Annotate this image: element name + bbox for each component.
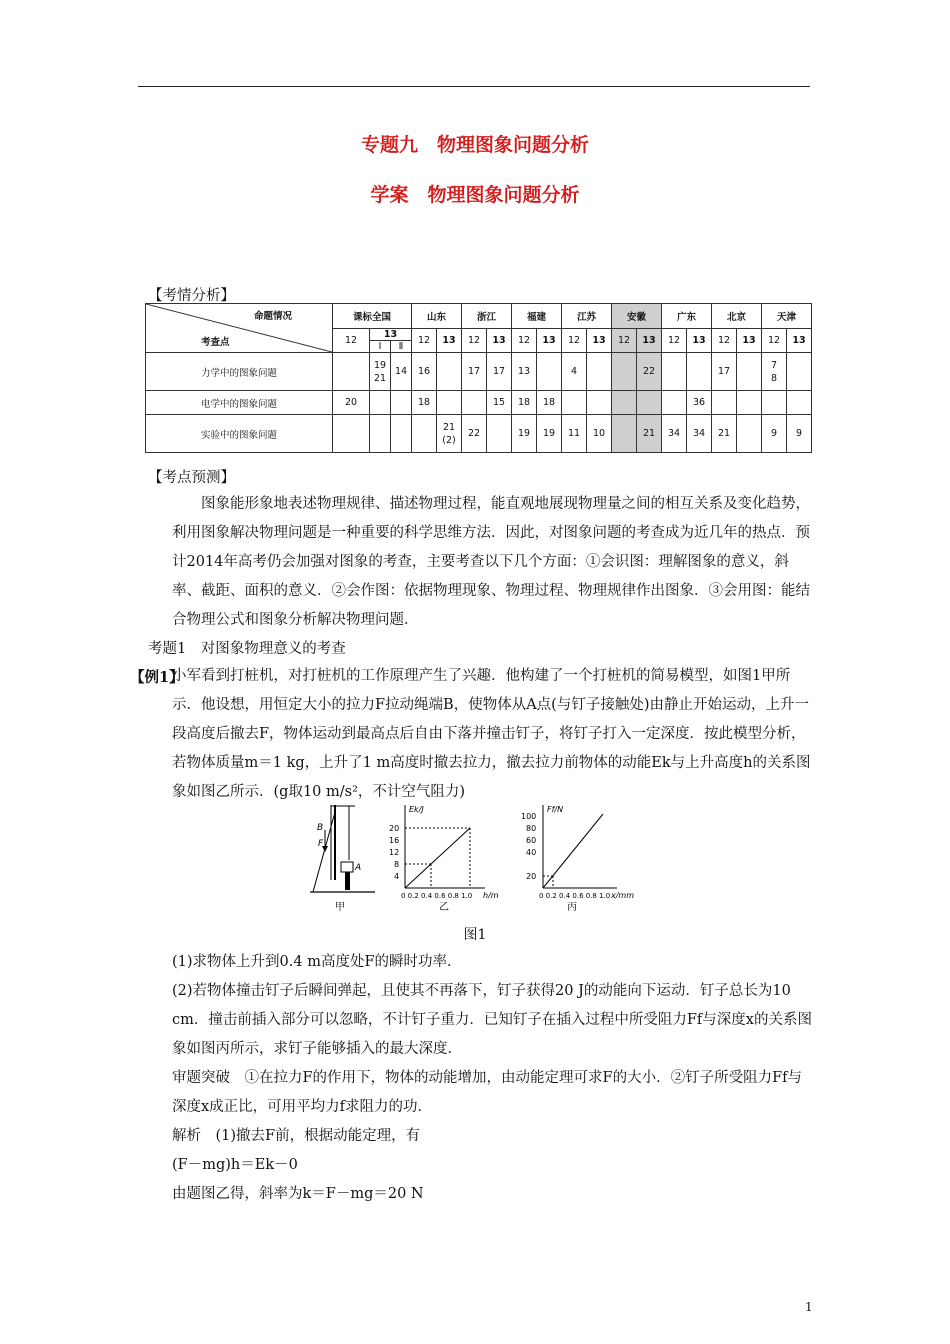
table-cell: 14 [391, 353, 412, 391]
h-axis-label: h/m [483, 891, 499, 900]
year-cell: 12 [712, 328, 737, 353]
year-cell: 12 [412, 328, 437, 353]
region-fujian: 福建 [512, 304, 562, 329]
label-jia: 甲 [335, 902, 345, 913]
year-cell: 13 [437, 328, 462, 353]
header-rule [138, 86, 810, 87]
table-cell: 18 [512, 391, 537, 415]
label-bing: 丙 [567, 902, 577, 913]
ek-tick: 8 [394, 860, 400, 869]
table-cell: 22 [637, 353, 662, 391]
figure-svg [305, 800, 645, 918]
label-F: F [318, 839, 324, 849]
year-cell: 13 [637, 328, 662, 353]
table-cell: 17 [487, 353, 512, 391]
pile-driver-diagram [310, 805, 375, 913]
example-text: 小军看到打桩机，对打桩机的工作原理产生了兴趣．他构建了一个打桩机的简易模型，如图1甲所示．他设想，用恒定大小的拉力F拉动绳端B，使物体从A点(与钉子接触处)由静止开始运动，上升一段高度后撤去F，物体运动到最高点后自由下落并撞击钉子，将钉子打入一定深度．按此模型分析，若物体质量m＝1 kg，上升了1 m高度时撤去拉力，撤去拉力前物体的动能Ek与上升高度h的关系图象如图乙所示．(g取10 m/s²，不计空气阻力) [172, 668, 811, 800]
table-cell [737, 415, 762, 453]
table-cell [637, 391, 662, 415]
table-cell [562, 391, 587, 415]
ek-tick: 12 [389, 848, 400, 857]
table-cell [762, 391, 787, 415]
page-number: 1 [805, 1300, 813, 1314]
table-cell: 4 [562, 353, 587, 391]
ff-axis-label: Ff/N [547, 805, 564, 814]
shenti-tupo: 审题突破 ①在拉力F的作用下，物体的动能增加，由动能定理可求F的大小．②钉子所受阻力Ff与深度x成正比，可用平均力f求阻力的功． [172, 1070, 803, 1115]
ek-tick: 16 [389, 836, 400, 845]
row-label: 实验中的图象问题 [146, 415, 333, 453]
table-cell [391, 391, 412, 415]
region-kebiao: 课标全国 [333, 304, 412, 329]
year-13-label: 13 [370, 329, 411, 341]
ff-tick: 100 [521, 812, 537, 821]
table-cell: 34 [662, 415, 687, 453]
region-guangdong: 广东 [662, 304, 712, 329]
exam-table [145, 303, 812, 453]
table-cell [612, 353, 637, 391]
table-cell [370, 391, 391, 415]
exam-rows [146, 353, 812, 453]
diag-line [146, 304, 332, 352]
x-axis-label: x/mm [611, 891, 635, 900]
row-label: 力学中的图象问题 [146, 353, 333, 391]
label-B: B [317, 823, 324, 833]
year-cell: 12 [333, 328, 370, 353]
table-cell: 21 [637, 415, 662, 453]
year-cell: 13 [737, 328, 762, 353]
year-cell-13-split [370, 328, 412, 353]
ff-x-graph [521, 805, 634, 913]
ff-tick: 20 [526, 872, 537, 881]
roman-1: Ⅰ [370, 341, 391, 352]
ek-axis-label: Ek/J [409, 805, 424, 814]
ff-tick: 60 [526, 836, 537, 845]
table-row [146, 353, 812, 391]
ek-h-graph [389, 805, 499, 913]
jiexi-line1: 解析 (1)撤去F前，根据动能定理，有 [172, 1128, 421, 1144]
table-cell [687, 353, 712, 391]
table-cell [391, 415, 412, 453]
label-A: A [355, 863, 362, 873]
table-cell [612, 415, 637, 453]
main-title: 专题九 物理图象问题分析 [360, 134, 589, 156]
year-cell: 13 [787, 328, 812, 353]
table-row [146, 391, 812, 415]
sub-title: 学案 物理图象问题分析 [370, 184, 580, 206]
table-cell: 18 [537, 391, 562, 415]
year-cell: 12 [562, 328, 587, 353]
table-cell: 22 [462, 415, 487, 453]
table-cell: 21 (2) [437, 415, 462, 453]
year-cell: 13 [687, 328, 712, 353]
region-shandong: 山东 [412, 304, 462, 329]
table-cell [437, 391, 462, 415]
figure-1 [305, 800, 645, 918]
region-zhejiang: 浙江 [462, 304, 512, 329]
table-cell [462, 391, 487, 415]
year-cell: 13 [587, 328, 612, 353]
region-jiangsu: 江苏 [562, 304, 612, 329]
ff-tick: 40 [526, 848, 537, 857]
table-cell: 19 [537, 415, 562, 453]
paragraph-intro: 图象能形象地表述物理规律、描述物理过程，能直观地展现物理量之间的相互关系及变化趋势，利用图象解决物理问题是一种重要的科学思维方法．因此，对图象问题的考查成为近几年的热点．预计2014年高考仍会加强对图象的考查，主要考查以下几个方面：①会识图：理解图象的意义，斜率、截距、面积的意义．②会作图：依据物理现象、物理过程、物理规律作出图象．③会用图：能结合物理公式和图象分析解决物理问题． [172, 496, 810, 628]
jiexi-line3: 由题图乙得，斜率为k＝F－mg＝20 N [172, 1186, 424, 1202]
example-tag: 【例1】 [130, 669, 184, 686]
ek-tick: 4 [394, 872, 400, 881]
table-cell [712, 391, 737, 415]
table-cell: 13 [512, 353, 537, 391]
table-cell [437, 353, 462, 391]
row-label: 电学中的图象问题 [146, 391, 333, 415]
diag-header-cell [146, 304, 333, 353]
table-cell: 9 [787, 415, 812, 453]
table-cell [612, 391, 637, 415]
table-cell: 34 [687, 415, 712, 453]
kaoti-heading: 考题1 对图象物理意义的考查 [148, 641, 346, 657]
table-cell: 21 [712, 415, 737, 453]
ek-tick: 20 [389, 824, 400, 833]
table-cell: 19 21 [370, 353, 391, 391]
table-cell [333, 415, 370, 453]
jiexi-line2: (F－mg)h＝Ek－0 [172, 1157, 298, 1173]
table-cell [662, 391, 687, 415]
table-cell [587, 353, 612, 391]
table-cell: 16 [412, 353, 437, 391]
table-cell [587, 391, 612, 415]
section-yuce: 【考点预测】 [148, 470, 235, 486]
year-cell: 13 [537, 328, 562, 353]
table-cell [333, 353, 370, 391]
table-cell [370, 415, 391, 453]
table-cell: 9 [762, 415, 787, 453]
year-cell: 12 [462, 328, 487, 353]
region-tianjin: 天津 [762, 304, 812, 329]
region-anhui: 安徽 [612, 304, 662, 329]
diag-top-label: 命题情况 [253, 311, 292, 322]
year-cell: 13 [487, 328, 512, 353]
section-kaoqing: 【考情分析】 [148, 288, 235, 304]
table-cell: 17 [462, 353, 487, 391]
figure-caption: 图1 [463, 927, 487, 943]
roman-2: Ⅱ [398, 340, 404, 352]
table-cell: 36 [687, 391, 712, 415]
ff-tick: 80 [526, 824, 537, 833]
label-yi: 乙 [439, 902, 449, 913]
region-beijing: 北京 [712, 304, 762, 329]
table-cell [487, 415, 512, 453]
year-cell: 12 [612, 328, 637, 353]
x-ticks: 0 0.2 0.4 0.6 0.8 1.0 [539, 892, 611, 900]
year-cell: 12 [512, 328, 537, 353]
table-row [146, 415, 812, 453]
table-cell [537, 353, 562, 391]
table-cell [787, 353, 812, 391]
table-cell: 19 [512, 415, 537, 453]
table-cell [412, 415, 437, 453]
table-cell: 15 [487, 391, 512, 415]
table-cell [737, 391, 762, 415]
table-cell [737, 353, 762, 391]
year-cell: 12 [762, 328, 787, 353]
table-cell: 10 [587, 415, 612, 453]
table-cell: 7 8 [762, 353, 787, 391]
table-cell: 18 [412, 391, 437, 415]
question-1: (1)求物体上升到0.4 m高度处F的瞬时功率． [172, 954, 462, 970]
question-2: (2)若物体撞击钉子后瞬间弹起，且使其不再落下，钉子获得20 J的动能向下运动．钉子总长为10 cm．撞击前插入部分可以忽略，不计钉子重力．已知钉子在插入过程中所受阻力Ff与深度x的关系图象如图丙所示，求钉子能够插入的最大深度． [172, 983, 812, 1057]
table-cell [662, 353, 687, 391]
table-cell: 20 [333, 391, 370, 415]
year-cell: 12 [662, 328, 687, 353]
diag-bottom-label: 考查点 [201, 337, 230, 348]
table-cell: 17 [712, 353, 737, 391]
h-ticks: 0 0.2 0.4 0.6 0.8 1.0 [401, 892, 473, 900]
table-cell: 11 [562, 415, 587, 453]
table-cell [787, 391, 812, 415]
